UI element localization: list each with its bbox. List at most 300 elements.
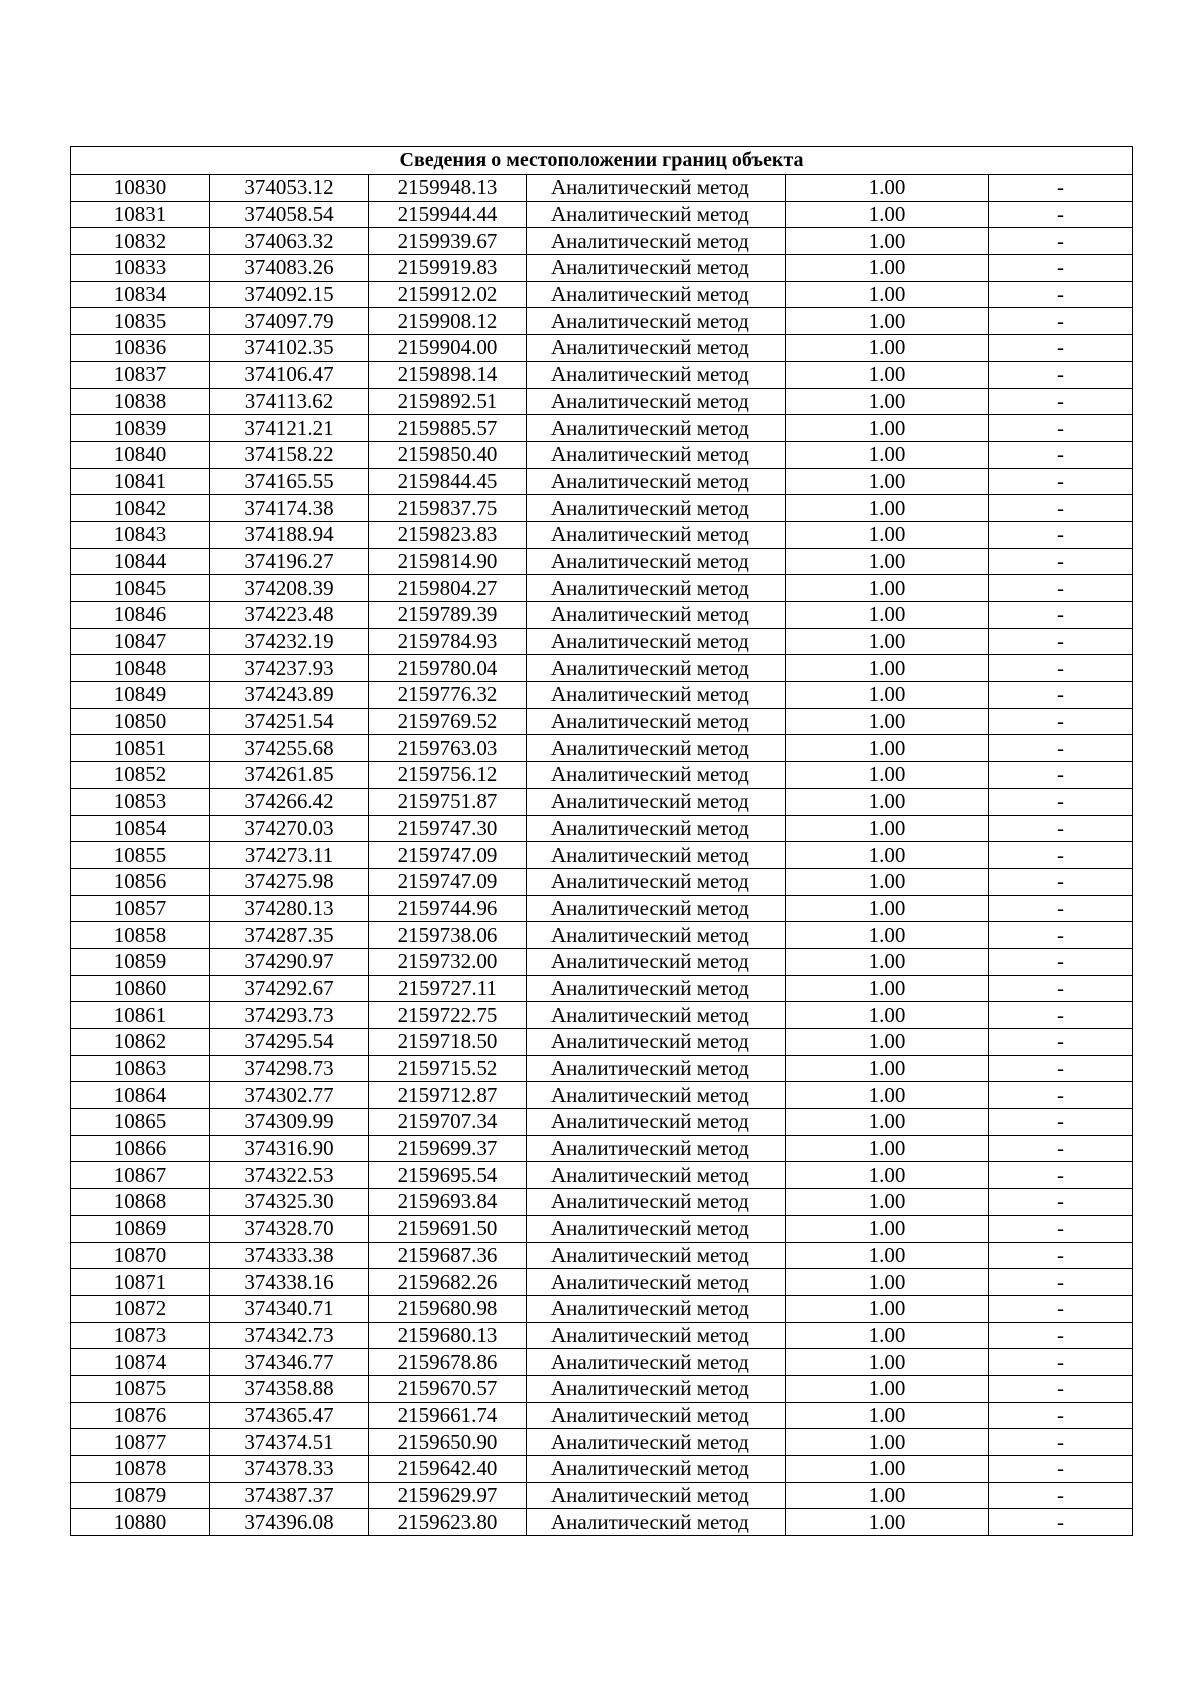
method-cell: Аналитический метод [527, 1029, 786, 1056]
accuracy-cell: 1.00 [786, 788, 989, 815]
point-number-cell: 10866 [71, 1135, 210, 1162]
method-cell: Аналитический метод [527, 1349, 786, 1376]
table-row [71, 335, 1133, 362]
y-coordinate-cell: 2159756.12 [369, 762, 527, 789]
method-cell: Аналитический метод [527, 1456, 786, 1483]
y-coordinate-cell: 2159678.86 [369, 1349, 527, 1376]
table-row [71, 175, 1133, 202]
table-row [71, 201, 1133, 228]
x-coordinate-cell: 374223.48 [210, 602, 369, 629]
table-row [71, 1109, 1133, 1136]
y-coordinate-cell: 2159715.52 [369, 1055, 527, 1082]
accuracy-cell: 1.00 [786, 1349, 989, 1376]
method-cell: Аналитический метод [527, 228, 786, 255]
method-cell: Аналитический метод [527, 255, 786, 282]
note-cell: - [989, 1029, 1133, 1056]
note-cell: - [989, 788, 1133, 815]
point-number-cell: 10867 [71, 1162, 210, 1189]
table-row [71, 1509, 1133, 1536]
method-cell: Аналитический метод [527, 815, 786, 842]
table-row [71, 495, 1133, 522]
point-number-cell: 10874 [71, 1349, 210, 1376]
note-cell: - [989, 1429, 1133, 1456]
x-coordinate-cell: 374292.67 [210, 975, 369, 1002]
method-cell: Аналитический метод [527, 1482, 786, 1509]
x-coordinate-cell: 374232.19 [210, 628, 369, 655]
x-coordinate-cell: 374340.71 [210, 1295, 369, 1322]
y-coordinate-cell: 2159939.67 [369, 228, 527, 255]
table-row [71, 415, 1133, 442]
x-coordinate-cell: 374266.42 [210, 788, 369, 815]
x-coordinate-cell: 374293.73 [210, 1002, 369, 1029]
note-cell: - [989, 975, 1133, 1002]
accuracy-cell: 1.00 [786, 1482, 989, 1509]
method-cell: Аналитический метод [527, 975, 786, 1002]
note-cell: - [989, 1295, 1133, 1322]
y-coordinate-cell: 2159769.52 [369, 708, 527, 735]
y-coordinate-cell: 2159722.75 [369, 1002, 527, 1029]
table-row [71, 815, 1133, 842]
point-number-cell: 10859 [71, 948, 210, 975]
y-coordinate-cell: 2159629.97 [369, 1482, 527, 1509]
y-coordinate-cell: 2159919.83 [369, 255, 527, 282]
x-coordinate-cell: 374188.94 [210, 521, 369, 548]
method-cell: Аналитический метод [527, 1402, 786, 1429]
x-coordinate-cell: 374237.93 [210, 655, 369, 682]
note-cell: - [989, 575, 1133, 602]
point-number-cell: 10853 [71, 788, 210, 815]
table-row [71, 441, 1133, 468]
method-cell: Аналитический метод [527, 842, 786, 869]
point-number-cell: 10831 [71, 201, 210, 228]
accuracy-cell: 1.00 [786, 255, 989, 282]
point-number-cell: 10836 [71, 335, 210, 362]
note-cell: - [989, 228, 1133, 255]
method-cell: Аналитический метод [527, 468, 786, 495]
accuracy-cell: 1.00 [786, 388, 989, 415]
note-cell: - [989, 1109, 1133, 1136]
point-number-cell: 10877 [71, 1429, 210, 1456]
y-coordinate-cell: 2159789.39 [369, 602, 527, 629]
y-coordinate-cell: 2159691.50 [369, 1215, 527, 1242]
note-cell: - [989, 1135, 1133, 1162]
point-number-cell: 10872 [71, 1295, 210, 1322]
x-coordinate-cell: 374165.55 [210, 468, 369, 495]
point-number-cell: 10865 [71, 1109, 210, 1136]
x-coordinate-cell: 374287.35 [210, 922, 369, 949]
accuracy-cell: 1.00 [786, 1135, 989, 1162]
point-number-cell: 10870 [71, 1242, 210, 1269]
table-row [71, 468, 1133, 495]
table-row [71, 1375, 1133, 1402]
accuracy-cell: 1.00 [786, 1189, 989, 1216]
method-cell: Аналитический метод [527, 788, 786, 815]
note-cell: - [989, 1269, 1133, 1296]
point-number-cell: 10840 [71, 441, 210, 468]
y-coordinate-cell: 2159837.75 [369, 495, 527, 522]
accuracy-cell: 1.00 [786, 1269, 989, 1296]
method-cell: Аналитический метод [527, 361, 786, 388]
y-coordinate-cell: 2159904.00 [369, 335, 527, 362]
method-cell: Аналитический метод [527, 1269, 786, 1296]
x-coordinate-cell: 374273.11 [210, 842, 369, 869]
method-cell: Аналитический метод [527, 1002, 786, 1029]
accuracy-cell: 1.00 [786, 1242, 989, 1269]
y-coordinate-cell: 2159693.84 [369, 1189, 527, 1216]
method-cell: Аналитический метод [527, 762, 786, 789]
y-coordinate-cell: 2159908.12 [369, 308, 527, 335]
accuracy-cell: 1.00 [786, 868, 989, 895]
note-cell: - [989, 388, 1133, 415]
accuracy-cell: 1.00 [786, 895, 989, 922]
method-cell: Аналитический метод [527, 1242, 786, 1269]
y-coordinate-cell: 2159780.04 [369, 655, 527, 682]
note-cell: - [989, 255, 1133, 282]
x-coordinate-cell: 374174.38 [210, 495, 369, 522]
note-cell: - [989, 655, 1133, 682]
y-coordinate-cell: 2159707.34 [369, 1109, 527, 1136]
y-coordinate-cell: 2159751.87 [369, 788, 527, 815]
table-row [71, 1215, 1133, 1242]
accuracy-cell: 1.00 [786, 815, 989, 842]
table-row [71, 948, 1133, 975]
x-coordinate-cell: 374316.90 [210, 1135, 369, 1162]
y-coordinate-cell: 2159763.03 [369, 735, 527, 762]
x-coordinate-cell: 374063.32 [210, 228, 369, 255]
table-row [71, 1242, 1133, 1269]
accuracy-cell: 1.00 [786, 975, 989, 1002]
point-number-cell: 10871 [71, 1269, 210, 1296]
note-cell: - [989, 1162, 1133, 1189]
y-coordinate-cell: 2159892.51 [369, 388, 527, 415]
note-cell: - [989, 308, 1133, 335]
note-cell: - [989, 1402, 1133, 1429]
point-number-cell: 10837 [71, 361, 210, 388]
boundary-coordinates-table [70, 146, 1133, 1536]
x-coordinate-cell: 374346.77 [210, 1349, 369, 1376]
point-number-cell: 10849 [71, 682, 210, 709]
point-number-cell: 10863 [71, 1055, 210, 1082]
accuracy-cell: 1.00 [786, 842, 989, 869]
note-cell: - [989, 948, 1133, 975]
y-coordinate-cell: 2159732.00 [369, 948, 527, 975]
accuracy-cell: 1.00 [786, 1109, 989, 1136]
point-number-cell: 10862 [71, 1029, 210, 1056]
accuracy-cell: 1.00 [786, 735, 989, 762]
table-row [71, 281, 1133, 308]
note-cell: - [989, 1055, 1133, 1082]
method-cell: Аналитический метод [527, 1135, 786, 1162]
point-number-cell: 10868 [71, 1189, 210, 1216]
accuracy-cell: 1.00 [786, 361, 989, 388]
table-row [71, 735, 1133, 762]
accuracy-cell: 1.00 [786, 1322, 989, 1349]
x-coordinate-cell: 374053.12 [210, 175, 369, 202]
point-number-cell: 10852 [71, 762, 210, 789]
accuracy-cell: 1.00 [786, 628, 989, 655]
accuracy-cell: 1.00 [786, 1082, 989, 1109]
point-number-cell: 10854 [71, 815, 210, 842]
table-row [71, 1082, 1133, 1109]
x-coordinate-cell: 374396.08 [210, 1509, 369, 1536]
note-cell: - [989, 468, 1133, 495]
point-number-cell: 10838 [71, 388, 210, 415]
table-row [71, 602, 1133, 629]
y-coordinate-cell: 2159912.02 [369, 281, 527, 308]
table-row [71, 1402, 1133, 1429]
method-cell: Аналитический метод [527, 1055, 786, 1082]
x-coordinate-cell: 374092.15 [210, 281, 369, 308]
table-row [71, 628, 1133, 655]
y-coordinate-cell: 2159695.54 [369, 1162, 527, 1189]
note-cell: - [989, 1509, 1133, 1536]
y-coordinate-cell: 2159948.13 [369, 175, 527, 202]
table-row [71, 1482, 1133, 1509]
method-cell: Аналитический метод [527, 1429, 786, 1456]
note-cell: - [989, 602, 1133, 629]
point-number-cell: 10878 [71, 1456, 210, 1483]
y-coordinate-cell: 2159776.32 [369, 682, 527, 709]
note-cell: - [989, 922, 1133, 949]
accuracy-cell: 1.00 [786, 1295, 989, 1322]
method-cell: Аналитический метод [527, 575, 786, 602]
point-number-cell: 10880 [71, 1509, 210, 1536]
note-cell: - [989, 1322, 1133, 1349]
method-cell: Аналитический метод [527, 1082, 786, 1109]
table-row [71, 1055, 1133, 1082]
method-cell: Аналитический метод [527, 308, 786, 335]
x-coordinate-cell: 374358.88 [210, 1375, 369, 1402]
x-coordinate-cell: 374325.30 [210, 1189, 369, 1216]
point-number-cell: 10832 [71, 228, 210, 255]
note-cell: - [989, 682, 1133, 709]
method-cell: Аналитический метод [527, 682, 786, 709]
x-coordinate-cell: 374270.03 [210, 815, 369, 842]
table-row [71, 228, 1133, 255]
y-coordinate-cell: 2159944.44 [369, 201, 527, 228]
y-coordinate-cell: 2159670.57 [369, 1375, 527, 1402]
table-row [71, 1349, 1133, 1376]
table-row [71, 388, 1133, 415]
y-coordinate-cell: 2159844.45 [369, 468, 527, 495]
x-coordinate-cell: 374295.54 [210, 1029, 369, 1056]
point-number-cell: 10848 [71, 655, 210, 682]
method-cell: Аналитический метод [527, 868, 786, 895]
table-row [71, 895, 1133, 922]
point-number-cell: 10847 [71, 628, 210, 655]
table-row [71, 868, 1133, 895]
method-cell: Аналитический метод [527, 1162, 786, 1189]
x-coordinate-cell: 374342.73 [210, 1322, 369, 1349]
point-number-cell: 10844 [71, 548, 210, 575]
table-title-row [71, 147, 1133, 175]
y-coordinate-cell: 2159623.80 [369, 1509, 527, 1536]
accuracy-cell: 1.00 [786, 521, 989, 548]
accuracy-cell: 1.00 [786, 415, 989, 442]
point-number-cell: 10858 [71, 922, 210, 949]
y-coordinate-cell: 2159784.93 [369, 628, 527, 655]
method-cell: Аналитический метод [527, 922, 786, 949]
x-coordinate-cell: 374290.97 [210, 948, 369, 975]
accuracy-cell: 1.00 [786, 1402, 989, 1429]
x-coordinate-cell: 374121.21 [210, 415, 369, 442]
y-coordinate-cell: 2159823.83 [369, 521, 527, 548]
accuracy-cell: 1.00 [786, 1055, 989, 1082]
table-row [71, 788, 1133, 815]
x-coordinate-cell: 374097.79 [210, 308, 369, 335]
point-number-cell: 10876 [71, 1402, 210, 1429]
y-coordinate-cell: 2159687.36 [369, 1242, 527, 1269]
x-coordinate-cell: 374365.47 [210, 1402, 369, 1429]
method-cell: Аналитический метод [527, 628, 786, 655]
table-row [71, 361, 1133, 388]
method-cell: Аналитический метод [527, 335, 786, 362]
y-coordinate-cell: 2159727.11 [369, 975, 527, 1002]
x-coordinate-cell: 374208.39 [210, 575, 369, 602]
note-cell: - [989, 762, 1133, 789]
accuracy-cell: 1.00 [786, 1002, 989, 1029]
accuracy-cell: 1.00 [786, 1375, 989, 1402]
method-cell: Аналитический метод [527, 1189, 786, 1216]
note-cell: - [989, 281, 1133, 308]
x-coordinate-cell: 374243.89 [210, 682, 369, 709]
accuracy-cell: 1.00 [786, 175, 989, 202]
point-number-cell: 10850 [71, 708, 210, 735]
note-cell: - [989, 815, 1133, 842]
table-row [71, 521, 1133, 548]
point-number-cell: 10856 [71, 868, 210, 895]
table-row [71, 922, 1133, 949]
table-row [71, 1429, 1133, 1456]
y-coordinate-cell: 2159850.40 [369, 441, 527, 468]
table-row [71, 1029, 1133, 1056]
y-coordinate-cell: 2159747.09 [369, 842, 527, 869]
method-cell: Аналитический метод [527, 655, 786, 682]
y-coordinate-cell: 2159661.74 [369, 1402, 527, 1429]
point-number-cell: 10830 [71, 175, 210, 202]
accuracy-cell: 1.00 [786, 201, 989, 228]
y-coordinate-cell: 2159744.96 [369, 895, 527, 922]
table-row [71, 1456, 1133, 1483]
y-coordinate-cell: 2159680.13 [369, 1322, 527, 1349]
point-number-cell: 10857 [71, 895, 210, 922]
point-number-cell: 10842 [71, 495, 210, 522]
point-number-cell: 10839 [71, 415, 210, 442]
y-coordinate-cell: 2159699.37 [369, 1135, 527, 1162]
note-cell: - [989, 175, 1133, 202]
note-cell: - [989, 735, 1133, 762]
x-coordinate-cell: 374378.33 [210, 1456, 369, 1483]
x-coordinate-cell: 374280.13 [210, 895, 369, 922]
note-cell: - [989, 335, 1133, 362]
point-number-cell: 10845 [71, 575, 210, 602]
accuracy-cell: 1.00 [786, 1429, 989, 1456]
table-row [71, 1322, 1133, 1349]
accuracy-cell: 1.00 [786, 1509, 989, 1536]
note-cell: - [989, 415, 1133, 442]
accuracy-cell: 1.00 [786, 708, 989, 735]
accuracy-cell: 1.00 [786, 468, 989, 495]
x-coordinate-cell: 374338.16 [210, 1269, 369, 1296]
accuracy-cell: 1.00 [786, 441, 989, 468]
method-cell: Аналитический метод [527, 602, 786, 629]
table-row [71, 682, 1133, 709]
note-cell: - [989, 1215, 1133, 1242]
point-number-cell: 10843 [71, 521, 210, 548]
note-cell: - [989, 521, 1133, 548]
y-coordinate-cell: 2159814.90 [369, 548, 527, 575]
note-cell: - [989, 1375, 1133, 1402]
accuracy-cell: 1.00 [786, 548, 989, 575]
note-cell: - [989, 895, 1133, 922]
method-cell: Аналитический метод [527, 948, 786, 975]
accuracy-cell: 1.00 [786, 762, 989, 789]
table-row [71, 975, 1133, 1002]
point-number-cell: 10855 [71, 842, 210, 869]
accuracy-cell: 1.00 [786, 228, 989, 255]
accuracy-cell: 1.00 [786, 655, 989, 682]
accuracy-cell: 1.00 [786, 1456, 989, 1483]
table-row [71, 762, 1133, 789]
method-cell: Аналитический метод [527, 735, 786, 762]
note-cell: - [989, 1082, 1133, 1109]
table-row [71, 842, 1133, 869]
note-cell: - [989, 708, 1133, 735]
point-number-cell: 10835 [71, 308, 210, 335]
y-coordinate-cell: 2159885.57 [369, 415, 527, 442]
x-coordinate-cell: 374106.47 [210, 361, 369, 388]
y-coordinate-cell: 2159804.27 [369, 575, 527, 602]
note-cell: - [989, 1349, 1133, 1376]
method-cell: Аналитический метод [527, 1322, 786, 1349]
accuracy-cell: 1.00 [786, 1029, 989, 1056]
x-coordinate-cell: 374328.70 [210, 1215, 369, 1242]
table-row [71, 1162, 1133, 1189]
table-row [71, 1295, 1133, 1322]
y-coordinate-cell: 2159898.14 [369, 361, 527, 388]
point-number-cell: 10875 [71, 1375, 210, 1402]
y-coordinate-cell: 2159712.87 [369, 1082, 527, 1109]
y-coordinate-cell: 2159747.09 [369, 868, 527, 895]
note-cell: - [989, 1242, 1133, 1269]
x-coordinate-cell: 374387.37 [210, 1482, 369, 1509]
point-number-cell: 10860 [71, 975, 210, 1002]
x-coordinate-cell: 374302.77 [210, 1082, 369, 1109]
accuracy-cell: 1.00 [786, 308, 989, 335]
note-cell: - [989, 868, 1133, 895]
table-row [71, 1002, 1133, 1029]
note-cell: - [989, 842, 1133, 869]
x-coordinate-cell: 374309.99 [210, 1109, 369, 1136]
point-number-cell: 10869 [71, 1215, 210, 1242]
accuracy-cell: 1.00 [786, 682, 989, 709]
x-coordinate-cell: 374058.54 [210, 201, 369, 228]
table-row [71, 708, 1133, 735]
x-coordinate-cell: 374196.27 [210, 548, 369, 575]
table-row [71, 655, 1133, 682]
x-coordinate-cell: 374113.62 [210, 388, 369, 415]
table-body [71, 175, 1133, 1536]
method-cell: Аналитический метод [527, 441, 786, 468]
point-number-cell: 10873 [71, 1322, 210, 1349]
method-cell: Аналитический метод [527, 415, 786, 442]
y-coordinate-cell: 2159682.26 [369, 1269, 527, 1296]
x-coordinate-cell: 374102.35 [210, 335, 369, 362]
method-cell: Аналитический метод [527, 495, 786, 522]
method-cell: Аналитический метод [527, 201, 786, 228]
accuracy-cell: 1.00 [786, 575, 989, 602]
method-cell: Аналитический метод [527, 1109, 786, 1136]
